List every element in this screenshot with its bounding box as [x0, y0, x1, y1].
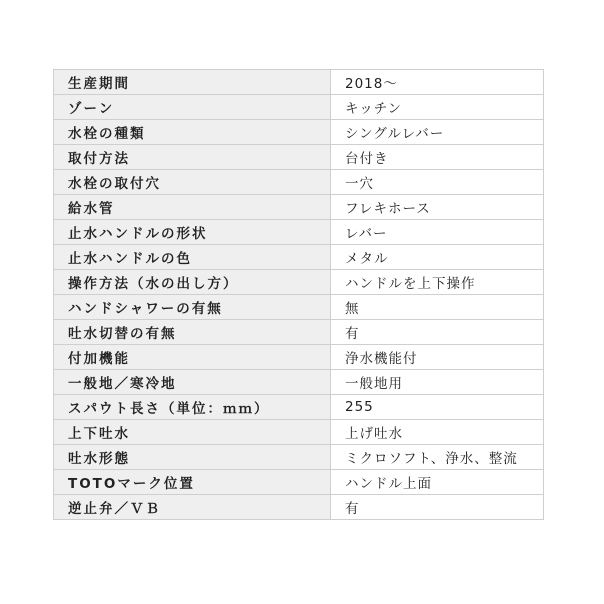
spec-value: 一般地用 [331, 370, 544, 395]
spec-label: 操作方法（水の出し方） [54, 270, 331, 295]
spec-label: スパウト長さ（単位：ｍｍ） [54, 395, 331, 420]
spec-value: 有 [331, 495, 544, 520]
spec-label: 上下吐水 [54, 420, 331, 445]
spec-label: 逆止弁／ＶＢ [54, 495, 331, 520]
spec-label: ハンドシャワーの有無 [54, 295, 331, 320]
spec-label: 吐水形態 [54, 445, 331, 470]
spec-label: TOTOマーク位置 [54, 470, 331, 495]
spec-value: ミクロソフト、浄水、整流 [331, 445, 544, 470]
spec-row-spray-switch [54, 320, 544, 345]
spec-row-operation-method [54, 270, 544, 295]
spec-value: レバー [331, 220, 544, 245]
spec-label: 水栓の種類 [54, 120, 331, 145]
spec-value: 上げ吐水 [331, 420, 544, 445]
spec-row-zone [54, 95, 544, 120]
spec-row-additional-function [54, 345, 544, 370]
spec-label: 取付方法 [54, 145, 331, 170]
spec-row-mounting-method [54, 145, 544, 170]
spec-value: 無 [331, 295, 544, 320]
spec-row-production-period [54, 70, 544, 95]
spec-value: 有 [331, 320, 544, 345]
spec-value: メタル [331, 245, 544, 270]
spec-label: 一般地／寒冷地 [54, 370, 331, 395]
spec-label: 付加機能 [54, 345, 331, 370]
spec-row-spout-length [54, 395, 544, 420]
spec-label: ゾーン [54, 95, 331, 120]
spec-value: ハンドルを上下操作 [331, 270, 544, 295]
spec-table [53, 69, 544, 520]
spec-value: 台付き [331, 145, 544, 170]
spec-row-supply-pipe [54, 195, 544, 220]
spec-value: 2018～ [331, 70, 544, 95]
spec-value: 255 [331, 395, 544, 420]
spec-row-spray-form [54, 445, 544, 470]
spec-label: 給水管 [54, 195, 331, 220]
spec-row-spray-direction [54, 420, 544, 445]
spec-label: 生産期間 [54, 70, 331, 95]
spec-value: フレキホース [331, 195, 544, 220]
spec-row-handle-shape [54, 220, 544, 245]
spec-value: キッチン [331, 95, 544, 120]
spec-row-check-valve [54, 495, 544, 520]
spec-value: 浄水機能付 [331, 345, 544, 370]
spec-row-toto-mark-position [54, 470, 544, 495]
spec-label: 止水ハンドルの色 [54, 245, 331, 270]
spec-row-climate-region [54, 370, 544, 395]
spec-row-faucet-type [54, 120, 544, 145]
spec-value: 一穴 [331, 170, 544, 195]
spec-row-handle-color [54, 245, 544, 270]
spec-value: シングルレバー [331, 120, 544, 145]
spec-row-hand-shower [54, 295, 544, 320]
spec-value: ハンドル上面 [331, 470, 544, 495]
spec-label: 吐水切替の有無 [54, 320, 331, 345]
spec-label: 止水ハンドルの形状 [54, 220, 331, 245]
spec-label: 水栓の取付穴 [54, 170, 331, 195]
spec-row-mounting-hole [54, 170, 544, 195]
